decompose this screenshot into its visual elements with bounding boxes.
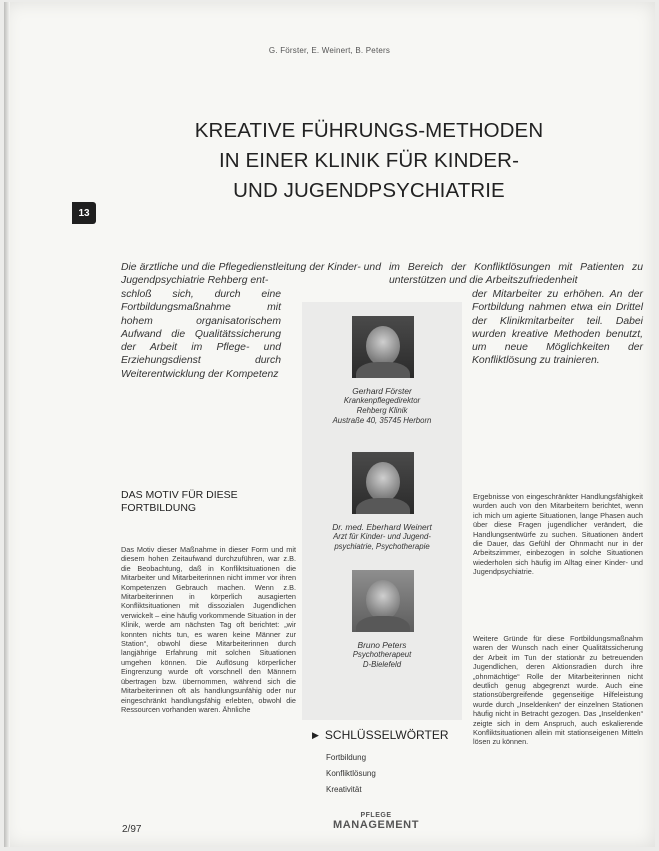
author-photo-2 (352, 452, 414, 514)
author-caption-1: Gerhard Förster Krankenpflegedirektor Rehberg Klinik Austraße 40, 35745 Herborn (332, 386, 432, 425)
keywords-list (312, 750, 452, 798)
keywords-box (302, 720, 462, 812)
title-line-1: KREATIVE FÜHRUNGS-METHODEN (194, 119, 544, 142)
author-photo-3 (352, 570, 414, 632)
magazine-logo: PFLEGE MANAGEMENT (332, 812, 420, 831)
magazine-page (4, 2, 655, 847)
page-number-tab: 13 (72, 202, 96, 224)
portrait-icon (366, 326, 400, 366)
portrait-icon (366, 462, 400, 502)
author-caption-3: Bruno Peters Psychotherapeut D-Bielefeld (352, 640, 412, 669)
author-sidebar (302, 302, 462, 812)
issue-number: 2/97 (122, 824, 142, 835)
body-column-right-1: Ergebnisse von eingeschränkter Handlungsfähigkeit wurden auch von den Mitarbeitern berichtet, wenn ich mich um agierte Situationen, lange Phasen auch über diese Fragen jugendlicher verändert, die Handlungsentwürfe zu suchen. Situationen ändert die Dauer, das Gefühl der Ohnmacht nur in der Arbeitszimmer, einbezogen in solche Situationen wiederholen sich häufig im Alltag einer Kinder- und Jugendpsychiatrie. (473, 492, 643, 577)
portrait-icon (366, 580, 400, 620)
body-column-right-2: Weitere Gründe für diese Fortbildungsmaßnahm waren der Wunsch nach einer Qualitätssicherung der Arbeit im Tun der stationär zu betreuenden Jugendlichen, deren Aktionsradien durch ihre „ohnmächtige“ Rolle der Mitarbeiterinnen nicht deutlich genug abgegrenzt wurde. Auch eine stationsübergreifende gegenseitige Hilfeleistung wurde durch „Inseldenken“ der einzelnen Stationen häufig nicht in Betracht gezogen. Das „Inseldenken“ zeigte sich in dem Anspruch, auch eskalierende Konfliktsituationen allein mit stationseigenen Mitteln lösen zu können. (473, 634, 643, 747)
author-photo-1 (352, 316, 414, 378)
keyword-item: Konfliktlösung (326, 769, 376, 778)
page-fold-shadow (4, 2, 10, 847)
arrow-right-icon: ▶ (312, 729, 319, 740)
author-caption-2: Dr. med. Eberhard Weinert Arzt für Kinder- und Jugend- psychiatrie, Psychotherapie (332, 522, 432, 551)
article-title (124, 116, 614, 206)
lead-left-body: schloß sich, durch eine Fortbildungsmaßnahme mit hohem organisatorischem Aufwand die Qualitätssicherung der Arbeit im Pflege- und Erziehungsdienst durch Weiterentwicklung der Kompetenz (121, 289, 281, 380)
author-line: G. Förster, E. Weinert, B. Peters (268, 46, 391, 55)
keywords-heading: SCHLÜSSELWÖRTER (324, 728, 449, 742)
lead-right-body: der Mitarbeiter zu erhöhen. An der Fortbildung nahmen etwa ein Drittel der Klinikmitarbeiter teil. Dabei wurden kreative Methoden benutzt, um neue Möglichkeiten der Konfliktlösung zu trainieren. (472, 289, 643, 367)
keyword-item: Kreativität (326, 785, 362, 794)
body-column-left: Das Motiv dieser Maßnahme in dieser Form und mit diesem hohen Zeitaufwand durchzuführen, war z.B. die Beobachtung, daß in Konfliktsituationen die Mitarbeiter und Mitarbeiterinnen nicht immer vor ihren Kompetenzen Gebrauch machen. Wenn z.B. Mitarbeiterinnen in körperlich ausagierten Konfliktsituationen mit dissozialen Jugendlichen verwickelt – eine häufig vorkommende Situation in der Klinik, werde am nächsten Tag oft berichtet: „wir konnten nichts tun, es waren keine Männer zur Station“, obwohl diese Mitarbeiterinnen durch langjährige Erfahrung mit solchen Situationen umgehen können. Die Auflösung körperlicher Eingrenzung wurde oft vorschnell den Männern übertragen bzw. übernommen, während sich die Mitarbeiterinnen oft als handlungsunfähig oder nur eingeschränkt handlungsfähig erlebten, obwohl die Ressourcen vorhanden waren. Ähnliche (121, 545, 296, 714)
lead-right-top: im Bereich der Konfliktlösungen mit Patienten zu unterstützen und die Arbeitszufriedenheit (389, 262, 643, 287)
keyword-item: Fortbildung (326, 753, 367, 762)
section-heading: DAS MOTIV FÜR DIESE FORTBILDUNG (121, 489, 238, 514)
title-line-2: IN EINER KLINIK FÜR KINDER- (219, 149, 519, 172)
title-line-3: UND JUGENDPSYCHIATRIE (233, 179, 505, 202)
lead-left-top: Die ärztliche und die Pflegedienstleitung der Kinder- und Jugendpsychiatrie Rehberg ent- (121, 262, 381, 287)
